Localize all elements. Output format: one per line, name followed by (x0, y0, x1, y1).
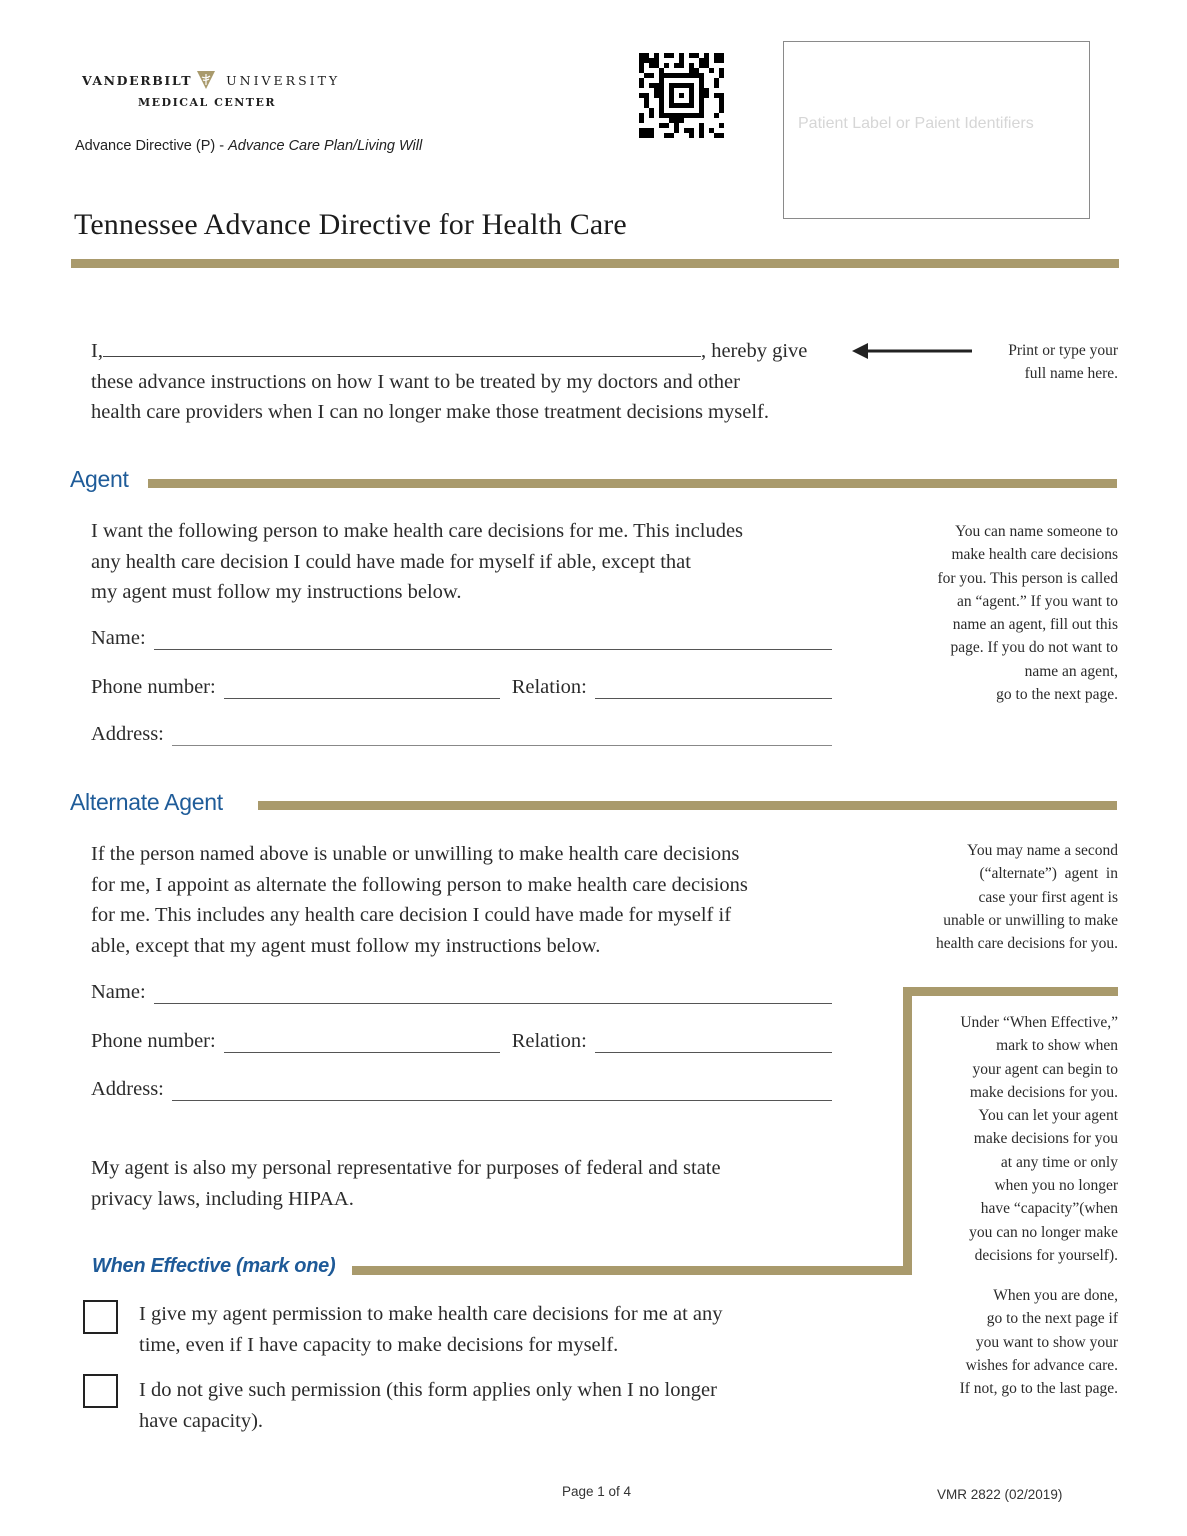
option-any-time-text (139, 1299, 859, 1360)
alternate-relation-field[interactable] (595, 1035, 832, 1053)
when-effective-heading: When Effective (mark one) (92, 1255, 336, 1277)
declarant-prefix: I, (91, 340, 103, 362)
alternate-side-note-line: health care decisions for you. (935, 935, 1118, 953)
declarant-line-2: these advance instructions on how I want to be treated by my doctors and other (91, 370, 740, 393)
alternate-side-note-line: You may name a second (967, 842, 1118, 859)
logo-text-university: UNIVERSITY (226, 72, 341, 88)
agent-description-line: my agent must follow my instructions below. (91, 581, 462, 603)
agent-name-row (91, 627, 832, 650)
when-effective-bracket-vertical (903, 987, 912, 1275)
next-steps-note (900, 1284, 1118, 1400)
print-name-note-line-2: full name here. (1024, 365, 1118, 383)
logo-text-medical-center: MEDICAL CENTER (138, 96, 277, 109)
page-number: Page 1 of 4 (562, 1484, 632, 1499)
agent-description-line: I want the following person to make health care decisions for me. This includes (91, 520, 744, 542)
agent-address-row (91, 723, 832, 746)
alternate-address-row (91, 1078, 832, 1101)
agent-heading: Agent (70, 466, 129, 492)
option-any-time-checkbox[interactable] (83, 1300, 118, 1334)
when-effective-divider (352, 1266, 912, 1275)
next-steps-note-line: If not, go to the last page. (959, 1380, 1118, 1398)
alternate-phone-field[interactable] (224, 1035, 500, 1053)
form-code: VMR 2822 (02/2019) (937, 1487, 1063, 1502)
alternate-description-line: for me. This includes any health care decision I could have made for myself if (91, 904, 732, 926)
alternate-agent-side-note (880, 839, 1118, 955)
declarant-name-field[interactable] (103, 338, 701, 357)
alternate-side-note-line: unable or unwilling to make (943, 911, 1118, 929)
when-effective-side-note (918, 1011, 1118, 1267)
agent-side-note-line: page. If you do not want to (950, 639, 1118, 657)
agent-side-note-line: name an agent, fill out this (952, 616, 1118, 634)
option-no-permission-checkbox[interactable] (83, 1374, 118, 1408)
agent-address-field[interactable] (172, 728, 832, 746)
agent-phone-label: Phone number: (91, 676, 216, 698)
agent-description (91, 516, 851, 608)
agent-phone-field[interactable] (224, 681, 500, 699)
when-effective-bracket-top (903, 987, 1118, 996)
agent-side-note-line: make health care decisions (951, 546, 1118, 564)
alternate-phone-relation-row (91, 1030, 832, 1053)
document-title: Tennessee Advance Directive for Health Care (74, 208, 627, 241)
next-steps-note-line: you want to show your (975, 1333, 1118, 1351)
title-divider (71, 259, 1119, 268)
option-any-time-line-1: I give my agent permission to make health care decisions for me at any (139, 1303, 723, 1325)
alternate-name-field[interactable] (154, 986, 832, 1004)
print-name-note-line-1: Print or type your (1008, 342, 1118, 359)
next-steps-note-line: wishes for advance care. (965, 1356, 1118, 1374)
alternate-side-note-line: case your first agent is (978, 888, 1118, 906)
declarant-suffix: , hereby give (700, 340, 808, 362)
agent-side-note-line: an “agent.” If you want to (957, 592, 1118, 610)
agent-address-label: Address: (91, 723, 164, 745)
agent-phone-relation-row (91, 676, 832, 699)
when-effective-note-line: make decisions for you. (969, 1083, 1118, 1101)
alternate-side-note-line: (“alternate”) agent in (979, 865, 1118, 883)
hipaa-line: My agent is also my personal representative for purposes of federal and state (91, 1157, 721, 1179)
alternate-description-line: If the person named above is unable or unwilling to make health care decisions (91, 843, 740, 865)
vanderbilt-v-icon (196, 70, 216, 90)
alternate-address-field[interactable] (172, 1083, 832, 1101)
alternate-agent-heading: Alternate Agent (70, 789, 223, 815)
agent-relation-field[interactable] (595, 681, 832, 699)
agent-name-field[interactable] (154, 632, 832, 650)
when-effective-note-line: mark to show when (996, 1037, 1118, 1055)
option-no-permission-line-1: I do not give such permission (this form applies only when I no longer (139, 1379, 717, 1401)
alternate-name-label: Name: (91, 981, 146, 1003)
alternate-agent-divider (258, 801, 1117, 810)
alternate-name-row (91, 981, 832, 1004)
agent-side-note-line: You can name someone to (955, 523, 1118, 540)
agent-divider (148, 479, 1117, 488)
hipaa-line: privacy laws, including HIPAA. (91, 1187, 354, 1210)
agent-name-label: Name: (91, 627, 146, 649)
option-no-permission-line-2: have capacity). (139, 1409, 264, 1432)
declarant-line-1 (91, 336, 831, 367)
alternate-description-line: able, except that my agent must follow my instructions below. (91, 934, 601, 957)
when-effective-note-line: when you no longer (994, 1177, 1118, 1195)
print-name-note (940, 339, 1118, 386)
when-effective-note-line: your agent can begin to (972, 1060, 1118, 1078)
alternate-agent-description (91, 839, 871, 961)
when-effective-note-line: you can no longer make (969, 1223, 1118, 1241)
agent-description-line: any health care decision I could have made for myself if able, except that (91, 550, 691, 573)
next-steps-note-line: When you are done, (993, 1287, 1118, 1304)
alternate-description-line: for me, I appoint as alternate the following person to make health care decisions (91, 873, 748, 896)
when-effective-note-line: decisions for yourself). (974, 1246, 1118, 1264)
declarant-line-3: health care providers when I can no longer make those treatment decisions myself. (91, 401, 769, 423)
when-effective-note-line: Under “When Effective,” (960, 1014, 1118, 1031)
when-effective-note-line: at any time or only (1000, 1153, 1118, 1171)
option-any-time-line-2: time, even if I have capacity to make decisions for myself. (139, 1333, 619, 1356)
next-steps-note-line: go to the next page if (986, 1310, 1118, 1328)
declarant-statement (91, 336, 831, 428)
qr-code-icon (639, 53, 724, 138)
alternate-relation-label: Relation: (511, 1030, 587, 1052)
when-effective-note-line: make decisions for you (973, 1130, 1118, 1148)
agent-side-note-line: name an agent, (1024, 662, 1118, 680)
patient-label-placeholder: Patient Label or Paient Identifiers (798, 115, 1034, 132)
form-subtitle-italic: Advance Care Plan/Living Will (228, 138, 423, 154)
agent-relation-label: Relation: (511, 676, 587, 698)
option-no-permission-text (139, 1375, 859, 1436)
agent-side-note-line: for you. This person is called (937, 569, 1118, 587)
form-subtitle (75, 138, 422, 154)
vumc-logo (82, 70, 340, 90)
when-effective-note-line: have “capacity”(when (980, 1200, 1118, 1218)
agent-side-note (880, 520, 1118, 706)
alternate-phone-label: Phone number: (91, 1030, 216, 1052)
form-subtitle-prefix: Advance Directive (P) - (75, 138, 229, 154)
hipaa-statement (91, 1153, 871, 1214)
logo-text-vanderbilt: VANDERBILT (82, 72, 193, 88)
agent-side-note-line: go to the next page. (996, 686, 1118, 704)
alternate-address-label: Address: (91, 1078, 164, 1100)
patient-label-box[interactable] (783, 41, 1090, 219)
when-effective-note-line: You can let your agent (978, 1107, 1118, 1125)
